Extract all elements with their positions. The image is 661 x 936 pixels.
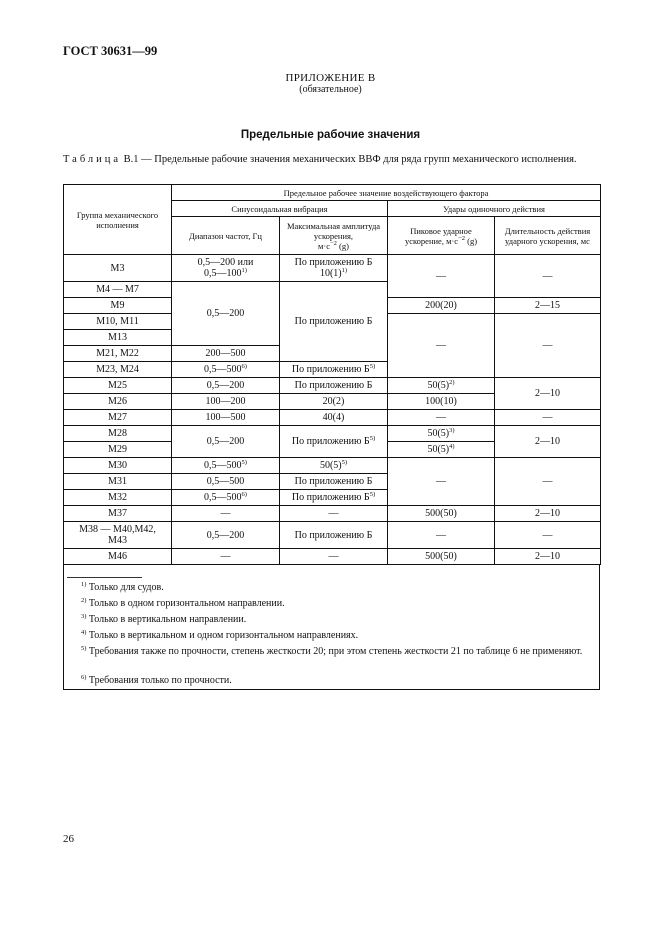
- footnote-6: $^{6)}$ Требования только по прочности.: [81, 674, 232, 686]
- footnote-2: $^{2)}$ Только в одном горизонтальном направлении.: [81, 597, 285, 609]
- header-limit: Предельное рабочее значение воздействующего фактора: [172, 185, 601, 201]
- table-row: М38 — М40,М42, М43 0,5—200 По приложению Б — —: [64, 522, 601, 549]
- table-row: М21, М22 200—500: [64, 346, 601, 362]
- table-row: М31 0,5—500 По приложению Б: [64, 474, 601, 490]
- header-duration: Длительность действия ударного ускорения, мс: [495, 217, 601, 255]
- table-row: М10, М11 — —: [64, 314, 601, 330]
- table-row: М27 100—500 40(4) — —: [64, 410, 601, 426]
- table-row: М46 — — 500(50) 2—10: [64, 549, 601, 565]
- header-shock: Удары одиночного действия: [388, 201, 601, 217]
- table-row: М4 — М7 0,5—200 По приложению Б: [64, 282, 601, 298]
- header-amplitude: Максимальная амплитуда ускорения, $м\cdot с^{-2}$ (g): [280, 217, 388, 255]
- table-row: М23, М24 0,5—500$^{6)}$ По приложению $Б^{5)}$: [64, 362, 601, 378]
- table-row: М28 0,5—200 По приложению $Б^{5)}$ $50(5)^{3)}$ 2—10: [64, 426, 601, 442]
- footnote-1: $^{1)}$ Только для судов.: [81, 581, 164, 593]
- footnote-4: $^{4)}$ Только в вертикальном и одном горизонтальном направлениях.: [81, 629, 359, 641]
- table-row: М26 100—200 20(2) 100(10): [64, 394, 601, 410]
- standard-header: ГОСТ 30631—99: [63, 44, 158, 58]
- section-title: Предельные рабочие значения: [240, 129, 421, 141]
- table-caption-label: Таблица: [63, 154, 122, 165]
- appendix-subtitle: (обязательное): [299, 84, 362, 95]
- footnote-separator: [67, 577, 142, 578]
- table-row: М30 0,5—500$^{5)}$ $50(5)^{5)}$ — —: [64, 458, 601, 474]
- table-row: М9 200(20) 2—15: [64, 298, 601, 314]
- header-group: Группа механического исполнения: [64, 185, 172, 255]
- table-row: М13: [64, 330, 601, 346]
- appendix-title: ПРИЛОЖЕНИЕ В: [285, 72, 376, 84]
- header-peak-acceleration: Пиковое ударное ускорение, $м\cdot с^{-2}$ (g): [388, 217, 495, 255]
- table-caption-text: В.1 — Предельные рабочие значения механических ВВФ для ряда групп механического исполнения.: [123, 154, 577, 165]
- limits-table: [63, 184, 601, 565]
- table-row: М29 $50(5)^{4)}$: [64, 442, 601, 458]
- page-number: 26: [63, 833, 74, 845]
- header-frequency: Диапазон частот, Гц: [172, 217, 280, 255]
- table-row: М3 0,5—200 или 0,5—100$^{1)}$ По приложению Б $10(1)^{1)}$ — —: [64, 255, 601, 282]
- table-row: М37 — — 500(50) 2—10: [64, 506, 601, 522]
- header-sinusoidal: Синусоидальная вибрация: [172, 201, 388, 217]
- footnote-5: $^{5)}$ Требования также по прочности, степень жесткости 20; при этом степень жесткости 21 по таблице 6 не применяют.: [81, 645, 583, 657]
- table-row: М25 0,5—200 По приложению Б $50(5)^{2)}$ 2—10: [64, 378, 601, 394]
- footnote-3: $^{3)}$ Только в вертикальном направлении.: [81, 613, 247, 625]
- table-row: М32 0,5—500$^{6)}$ По приложению $Б^{5)}$: [64, 490, 601, 506]
- table-caption: [63, 154, 600, 166]
